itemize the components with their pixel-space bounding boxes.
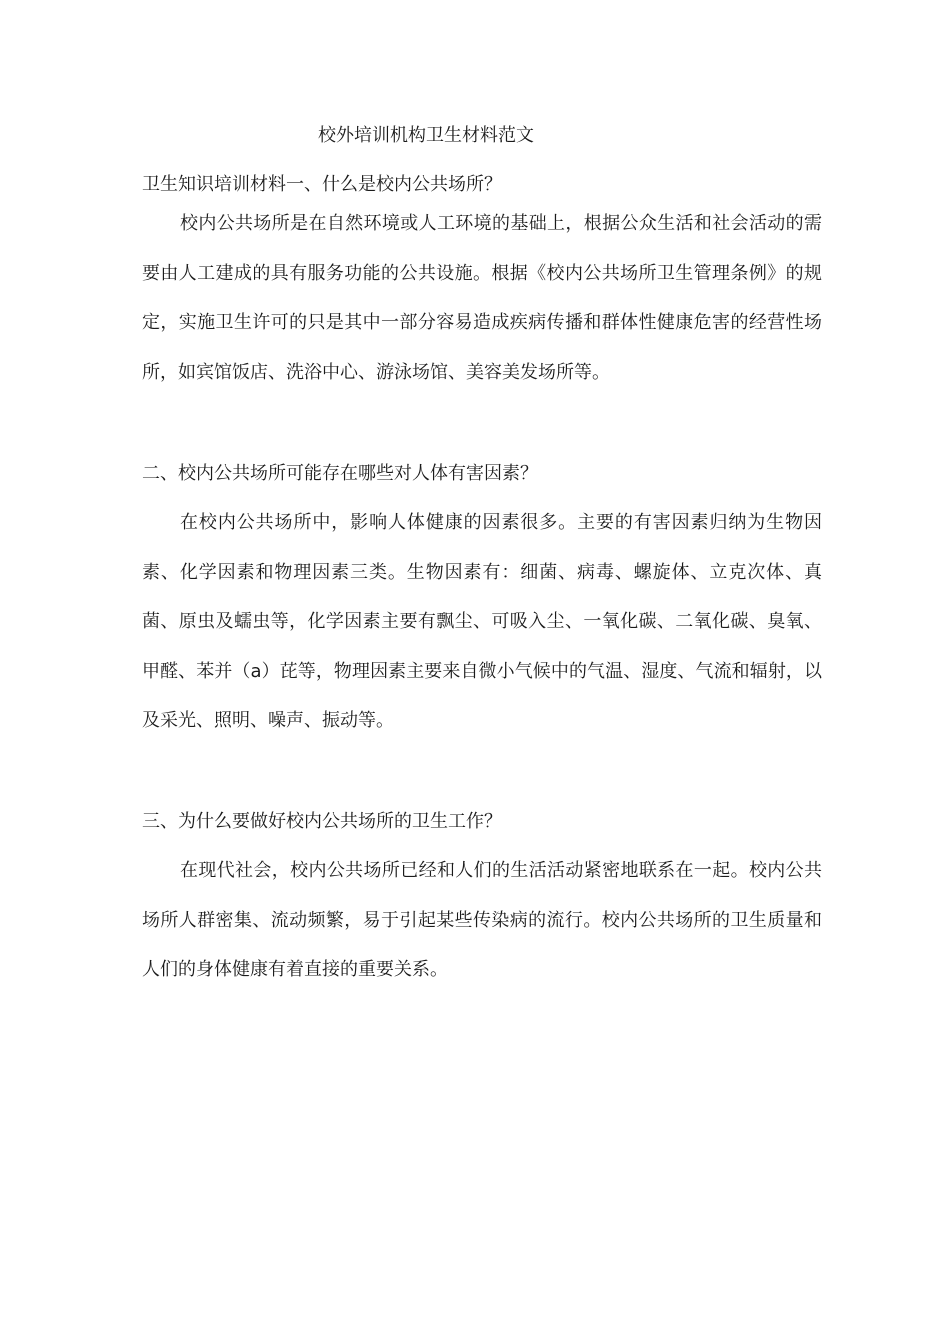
section-paragraph-3: 在现代社会，校内公共场所已经和人们的生活活动紧密地联系在一起。校内公共场所人群密集、流动频繁，易于引起某些传染病的流行。校内公共场所的卫生质量和人们的身体健康有着直接的重要关系。 bbox=[142, 860, 822, 980]
section-heading-1: 卫生知识培训材料一、什么是校内公共场所？ bbox=[142, 174, 502, 195]
section-paragraph-2: 在校内公共场所中，影响人体健康的因素很多。主要的有害因素归纳为生物因素、化学因素和物理因素三类。生物因素有：细菌、病毒、螺旋体、立克次体、真菌、原虫及蠕虫等，化学因素主要有飘尘、可吸入尘、一氧化碳、二氧化碳、臭氧、甲醛、苯并（a）芘等，物理因素主要来自微小气候中的气温、湿度、气流和辐射，以及采光、照明、噪声、振动等。 bbox=[142, 512, 822, 731]
section-heading-3: 三、为什么要做好校内公共场所的卫生工作？ bbox=[142, 811, 502, 832]
document-title: 校外培训机构卫生材料范文 bbox=[318, 125, 534, 146]
section-heading-2: 二、校内公共场所可能存在哪些对人体有害因素？ bbox=[142, 463, 538, 484]
section-paragraph-1: 校内公共场所是在自然环境或人工环境的基础上，根据公众生活和社会活动的需要由人工建成的具有服务功能的公共设施。根据《校内公共场所卫生管理条例》的规定，实施卫生许可的只是其中一部分容易造成疾病传播和群体性健康危害的经营性场所，如宾馆饭店、洗浴中心、游泳场馆、美容美发场所等。 bbox=[142, 213, 822, 383]
